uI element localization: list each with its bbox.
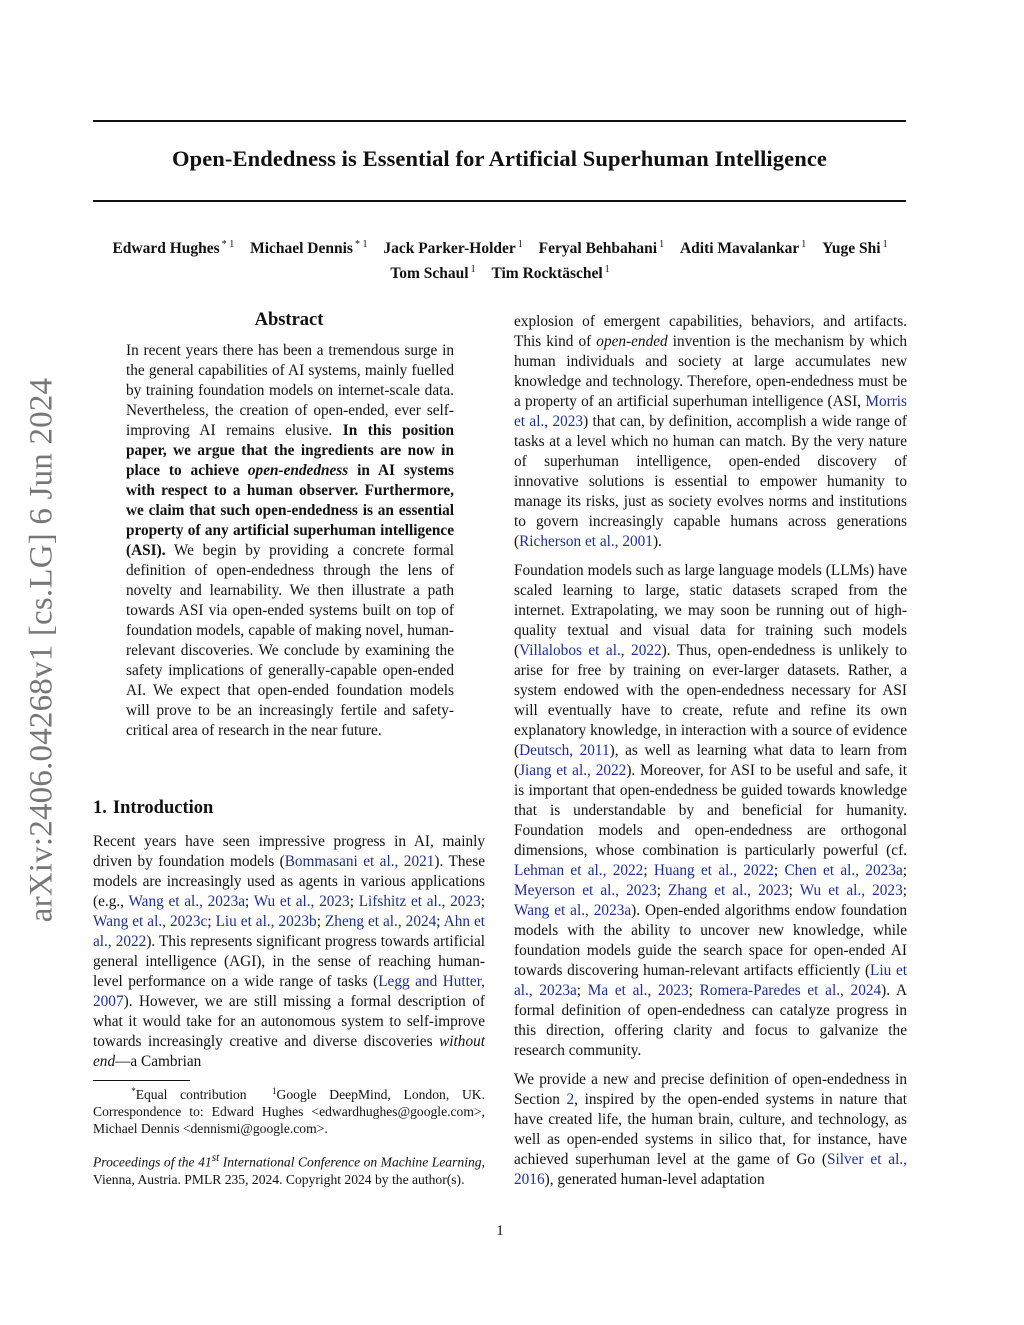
body-text: We provide a new and precise definition of open-endedness in Section <box>514 1071 907 1108</box>
body-text: ). These models are increasingly used as agents in various applications (e.g., <box>93 853 486 910</box>
title-rule-bottom <box>93 200 906 202</box>
author-name: Yuge Shi <box>822 240 881 257</box>
citation-separator: ; <box>656 882 669 899</box>
proceedings-paragraph <box>93 1150 485 1188</box>
citation-link[interactable]: Wu et al., 2023 <box>799 882 903 899</box>
proceedings-note <box>93 1150 485 1188</box>
author <box>539 240 664 257</box>
footnote-text: Google DeepMind, London, UK. Correspondence to: Edward Hughes <edwardhughes@google.com>, Michael Dennis <dennismi@google.com>. <box>93 1087 485 1136</box>
emphasis-text: without end <box>93 1033 485 1070</box>
citation-link[interactable]: Richerson et al., 2001 <box>519 533 653 550</box>
author-affiliation-mark: 1 <box>470 264 476 275</box>
citation-separator: ; <box>788 882 800 899</box>
body-text: ), generated human-level adaptation <box>544 1171 765 1188</box>
footnote-paragraph <box>93 1083 485 1137</box>
author-affiliation-mark: 1 <box>517 239 523 250</box>
author-name: Jack Parker-Holder <box>383 240 516 257</box>
citation-separator: ; <box>349 893 359 910</box>
citation-separator: ; <box>207 913 216 930</box>
paper-title: Open-Endedness is Essential for Artificial Superhuman Intelligence <box>172 146 827 171</box>
citation-separator: ; <box>245 893 254 910</box>
citation-link[interactable]: Wang et al., 2023a <box>514 902 632 919</box>
citation-link[interactable]: Wang et al., 2023c <box>93 913 208 930</box>
proceedings-ordinal: st <box>211 1152 220 1164</box>
author <box>250 240 367 257</box>
citation-link[interactable]: Silver et al., 2016 <box>514 1151 907 1188</box>
body-paragraph <box>514 1070 907 1190</box>
author-name: Aditi Mavalankar <box>679 240 800 257</box>
title-rule-top <box>93 120 906 122</box>
body-paragraph <box>514 561 907 1061</box>
author <box>491 265 609 282</box>
citation-link[interactable]: Morris et al., 2023 <box>514 393 907 430</box>
citation-separator: ; <box>902 862 908 879</box>
citation-link[interactable]: Huang et al., 2022 <box>653 862 774 879</box>
body-text: ). A formal definition of open-endedness can catalyze progress in this direction, offering clarity and focus to galvanize the research community. <box>514 982 907 1059</box>
citation-separator: ; <box>902 882 907 899</box>
citation-link[interactable]: Jiang et al., 2022 <box>519 762 627 779</box>
right-column-text <box>514 312 907 1199</box>
citation-separator: ; <box>643 862 654 879</box>
abstract-text: In recent years there has been a tremendous surge in the general capabilities of AI systems, mainly fuelled by training foundation models on internet-scale data. Nevertheless, the creation of open-ended, ever self-improving AI remains elusive. <box>126 342 454 439</box>
citation-link[interactable]: Wang et al., 2023a <box>128 893 246 910</box>
citation-link[interactable]: Romera-Paredes et al., 2024 <box>699 982 882 999</box>
body-text: , inspired by the open-ended systems in nature that have created life, the human brain, culture, and technology, as well as open-ended systems in silico that, for instance, have achieved superhuman level at the game of Go ( <box>514 1091 907 1168</box>
left-column-text <box>93 832 485 1072</box>
author-affiliation-mark: * 1 <box>354 239 368 250</box>
citation-link[interactable]: Ahn et al., 2022 <box>93 913 486 950</box>
citation-separator: ; <box>688 982 700 999</box>
body-text: ). However, we are still missing a formal description of what it would take for an autonomous system to self-improve towards increasingly creative and diverse discoveries <box>93 993 485 1050</box>
section-number: 1. <box>93 798 107 818</box>
abstract-heading: Abstract <box>254 310 324 330</box>
author-name: Edward Hughes <box>112 240 220 257</box>
citation-link[interactable]: Deutsch, 2011 <box>519 742 610 759</box>
body-paragraph <box>93 832 485 1072</box>
body-text: ). Moreover, for ASI to be useful and safe, it is important that open-endedness be guided towards knowledge that is understandable by and beneficial for humanity. Foundation models and open-endedness are orthogonal dimensions, whose combination is particularly powerful (cf. <box>514 762 907 859</box>
abstract-claim-text: in AI systems with respect to a human observer. Furthermore, we claim that such open-endedness is an essential property of any artificial superhuman intelligence (ASI). <box>126 462 454 559</box>
citation-separator: ; <box>436 913 444 930</box>
citation-link[interactable]: Zheng et al., 2024 <box>324 913 437 930</box>
citation-link[interactable]: Liu et al., 2023b <box>215 913 317 930</box>
author-affiliation-mark: * 1 <box>221 239 235 250</box>
section-heading <box>93 798 219 819</box>
citation-separator: ; <box>576 982 588 999</box>
citation-link[interactable]: Villalobos et al., 2022 <box>519 642 662 659</box>
citation-link[interactable]: Ma et al., 2023 <box>587 982 689 999</box>
proceedings-text: , Vienna, Austria. PMLR 235, 2024. Copyright 2024 by the author(s). <box>93 1154 485 1187</box>
proceedings-text: International Conference on Machine Learning <box>222 1154 482 1170</box>
author-affiliation-mark: 1 <box>882 239 888 250</box>
footnote <box>93 1083 485 1137</box>
section-title: Introduction <box>112 798 214 818</box>
body-paragraph <box>514 312 907 552</box>
citation-link[interactable]: Lifshitz et al., 2023 <box>358 893 481 910</box>
abstract-claim-text: In this position paper, we argue that the ingredients are now in place to achieve <box>126 422 454 479</box>
body-text: explosion of emergent capabilities, behaviors, and artifacts. This kind of <box>514 313 907 350</box>
author <box>383 240 522 257</box>
section-reference-link[interactable]: 2 <box>566 1091 575 1108</box>
abstract-claim <box>126 422 454 559</box>
footnote-mark: * <box>131 1086 136 1096</box>
body-text: ). <box>652 533 662 550</box>
citation-separator: ; <box>773 862 785 879</box>
author-name: Tom Schaul <box>390 265 469 282</box>
body-text: Recent years have seen impressive progress in AI, mainly driven by foundation models ( <box>93 833 485 870</box>
body-text: Foundation models such as large language models (LLMs) have scaled learning to large, static datasets scraped from the internet. Extrapolating, we may soon be running out of high-quality textual and visual data for training such models ( <box>514 562 907 659</box>
citation-link[interactable]: Liu et al., 2023a <box>514 962 907 999</box>
author <box>112 240 234 257</box>
citation-link[interactable]: Lehman et al., 2022 <box>514 862 644 879</box>
body-text: ). Thus, open-endedness is unlikely to arise for free by training on ever-larger datasets. Rather, a system endowed with the open-endedness necessary for ASI will eventually have to create, refute and refine its own explanatory knowledge, in interaction with a source of evidence ( <box>514 642 907 759</box>
author-name: Tim Rocktäschel <box>491 265 603 282</box>
author-affiliation-mark: 1 <box>659 239 665 250</box>
author <box>680 240 806 257</box>
abstract-paragraph <box>126 341 454 741</box>
author <box>822 240 887 257</box>
author-affiliation-mark: 1 <box>801 239 807 250</box>
body-text: —a Cambrian <box>115 1053 202 1070</box>
page-number: 1 <box>496 1223 504 1239</box>
citation-link[interactable]: Zhang et al., 2023 <box>668 882 789 899</box>
citation-link[interactable]: Wu et al., 2023 <box>253 893 350 910</box>
citation-link[interactable]: Bommasani et al., 2021 <box>284 853 435 870</box>
body-text: invention is the mechanism by which human individuals and society at large accumulates new knowledge and technology. Therefore, open-endedness must be a property of an artificial superhuman intelligence (ASI, <box>514 333 907 410</box>
footnote-rule <box>93 1080 190 1081</box>
abstract-claim-emphasis: open-endedness <box>247 462 349 479</box>
footnote-mark: 1 <box>272 1086 277 1096</box>
body-text: ). Open-ended algorithms endow foundation models with the ability to uncover new knowledge, while foundation models guide the search space for open-ended AI towards discovering human-relevant artifacts efficiently ( <box>514 902 907 979</box>
author <box>390 265 475 282</box>
citation-link[interactable]: Chen et al., 2023a <box>784 862 903 879</box>
body-text: ). This represents significant progress towards artificial general intelligence (AGI), in the sense of reaching human-level performance on a wide range of tasks ( <box>93 933 486 990</box>
citation-link[interactable]: Meyerson et al., 2023 <box>514 882 657 899</box>
citation-separator: ; <box>480 893 485 910</box>
proceedings-number: 41 <box>198 1154 212 1170</box>
abstract-text: We begin by providing a concrete formal definition of open-endedness through the lens of novelty and learnability. We then illustrate a path towards ASI via open-ended systems built on top of foundation models, capable of making novel, human-relevant discoveries. We conclude by examining the safety implications of generally-capable open-ended AI. We expect that open-ended foundation models will prove to be an increasingly fertile and safety-critical area of research in the near future. <box>126 542 454 739</box>
body-text: ), as well as learning what data to learn from ( <box>514 742 907 779</box>
body-text: ) that can, by definition, accomplish a wide range of tasks at a level which no human can match. By the very nature of superhuman intelligence, open-ended discovery of innovative solutions is essential to empower humanity to manage its risks, just as society evolves norms and institutions to govern increasingly capable humans across generations ( <box>514 413 907 550</box>
arxiv-identifier-stamp[interactable]: arXiv:2406.04268v1 [cs.LG] 6 Jun 2024 <box>23 377 60 923</box>
author-name: Feryal Behbahani <box>538 240 658 257</box>
author-list <box>80 234 920 284</box>
emphasis-text: open-ended <box>596 333 668 350</box>
abstract-body <box>126 341 454 741</box>
citation-separator: ; <box>316 913 325 930</box>
citation-link[interactable]: Legg and Hutter, 2007 <box>93 973 485 1010</box>
author-affiliation-mark: 1 <box>604 264 610 275</box>
footnote-text: Equal contribution <box>135 1087 247 1102</box>
author-name: Michael Dennis <box>250 240 353 257</box>
proceedings-text: Proceedings of the <box>93 1154 195 1170</box>
